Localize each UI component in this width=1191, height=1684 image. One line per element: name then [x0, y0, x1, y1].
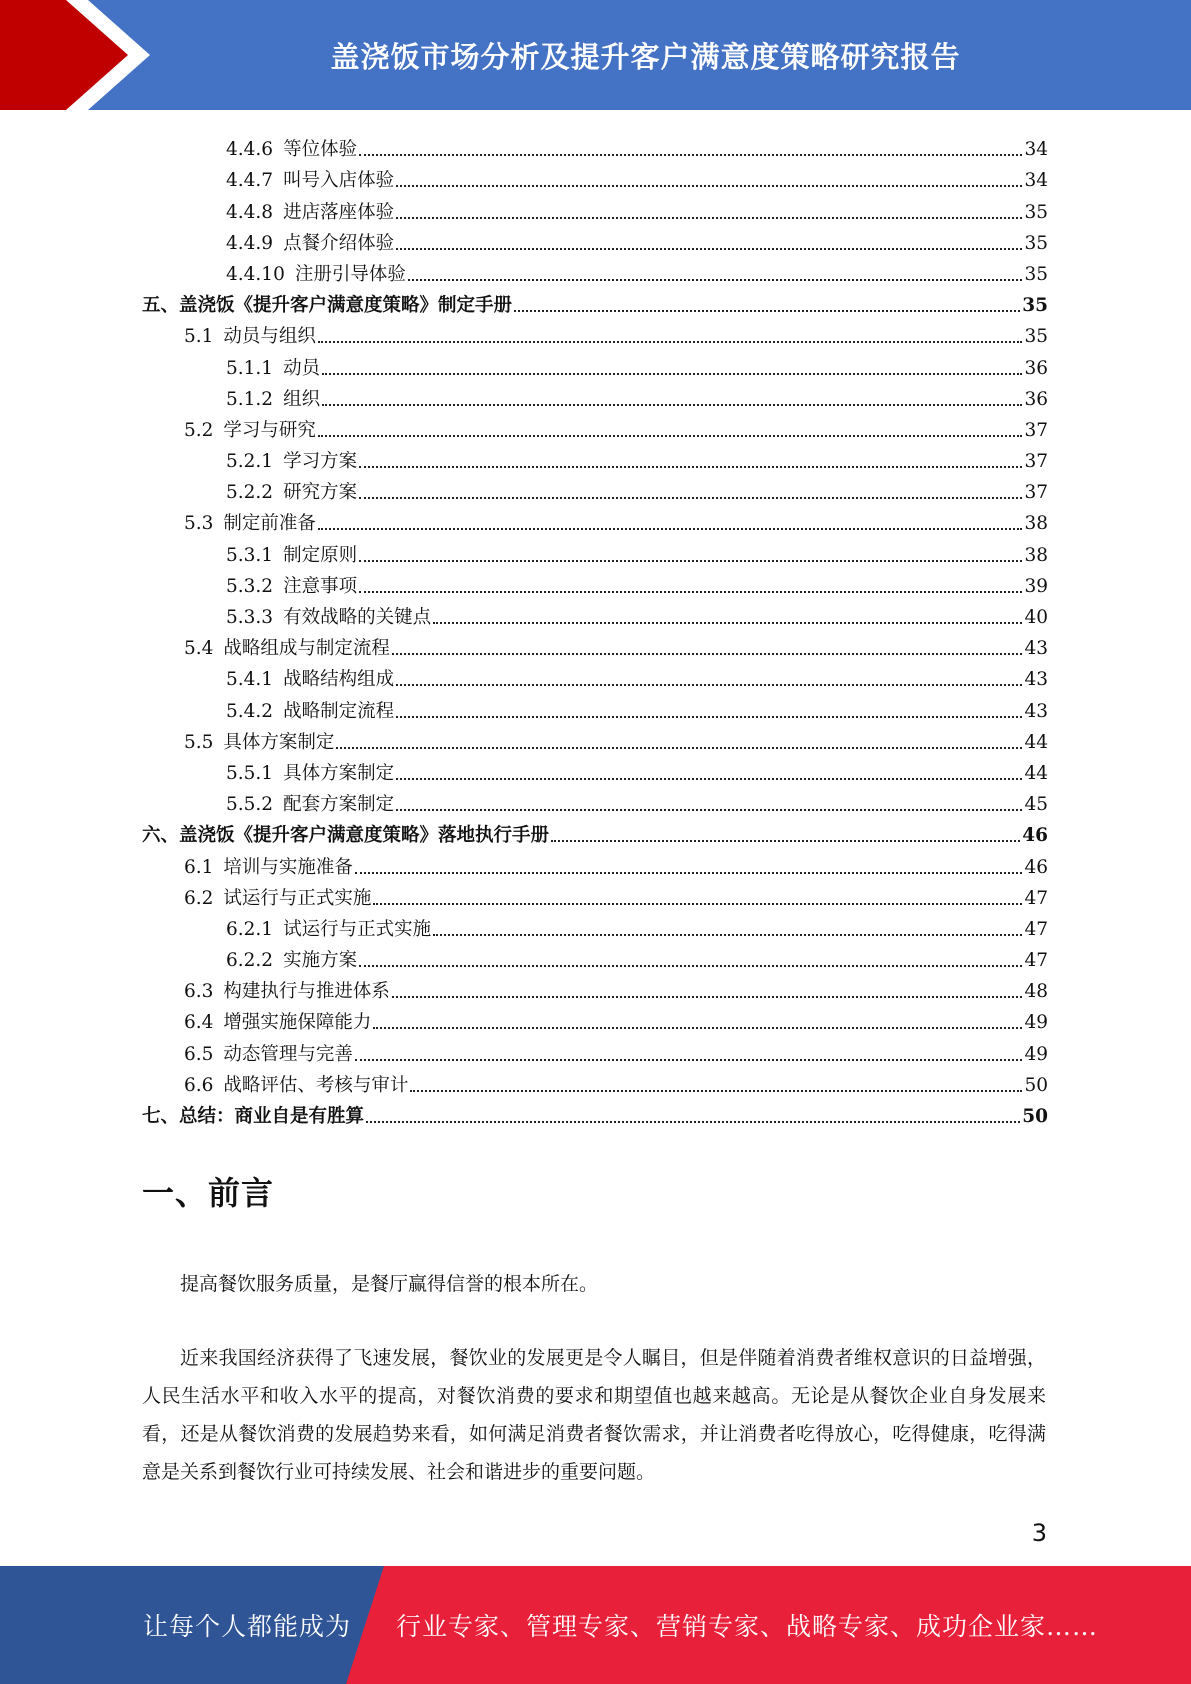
- toc-entry-label: [184, 857, 353, 879]
- toc-entry[interactable]: [142, 567, 1048, 598]
- toc-entry-label: [226, 358, 320, 380]
- toc-entry-number: 4.4.10: [226, 263, 285, 285]
- toc-entry-number: 5.5.2: [226, 794, 274, 816]
- toc-entry-title: 战略评估、考核与审计: [223, 1074, 409, 1096]
- toc-dot-leader: [359, 560, 1022, 562]
- toc-entry-title: 学习与研究: [223, 419, 316, 441]
- toc-entry-number: 5.3.3: [226, 607, 274, 628]
- toc-dot-leader: [322, 404, 1022, 406]
- toc-entry-title: 实施方案: [283, 950, 358, 972]
- report-title: 盖浇饭市场分析及提升客户满意度策略研究报告: [330, 39, 961, 74]
- toc-entry-page: 47: [1024, 950, 1048, 972]
- toc-entry[interactable]: [142, 1003, 1048, 1034]
- toc-entry-number: 六、: [142, 825, 180, 847]
- toc-entry-label: [142, 1106, 364, 1128]
- toc-entry[interactable]: [142, 224, 1048, 255]
- toc-entry[interactable]: [142, 660, 1048, 691]
- toc-dot-leader: [373, 1027, 1022, 1029]
- toc-entry[interactable]: [142, 598, 1048, 629]
- toc-entry-label: [184, 513, 316, 535]
- toc-entry-number: 5.2: [184, 419, 214, 441]
- toc-dot-leader: [366, 1121, 1020, 1123]
- toc-entry-label: [142, 295, 512, 317]
- toc-entry-title: 具体方案制定: [223, 731, 335, 753]
- toc-dot-leader: [322, 373, 1022, 375]
- toc-entry-page: 37: [1024, 482, 1048, 504]
- toc-entry-page: 37: [1024, 451, 1048, 473]
- toc-entry-label: [184, 732, 334, 754]
- toc-entry-title: 点餐介绍体验: [283, 232, 395, 254]
- toc-dot-leader: [318, 435, 1023, 437]
- toc-entry-label: [226, 919, 431, 941]
- toc-entry-number: 4.4.9: [226, 232, 274, 254]
- toc-entry-page: 35: [1024, 201, 1048, 223]
- toc-entry-number: 5.5.1: [226, 762, 274, 784]
- toc-dot-leader: [355, 872, 1023, 874]
- toc-entry-number: 4.4.6: [226, 139, 274, 161]
- toc-entry[interactable]: [142, 1097, 1048, 1128]
- toc-entry[interactable]: [142, 442, 1048, 473]
- toc-entry-number: 七、: [142, 1106, 180, 1127]
- toc-dot-leader: [392, 653, 1023, 655]
- toc-entry-title: 叫号入店体验: [283, 170, 395, 192]
- toc-dot-leader: [396, 809, 1022, 811]
- toc-entry-title: 进店落座体验: [283, 201, 395, 223]
- table-of-contents: [142, 130, 1048, 1128]
- toc-entry[interactable]: [142, 473, 1048, 504]
- toc-entry-page: 48: [1024, 981, 1048, 1003]
- toc-entry-page: 43: [1024, 638, 1048, 660]
- toc-entry-title: 组织: [283, 388, 321, 410]
- toc-entry-number: 6.2.2: [226, 950, 274, 972]
- toc-entry-label: [184, 326, 316, 348]
- toc-dot-leader: [408, 279, 1023, 281]
- toc-entry-title: 学习方案: [283, 451, 358, 473]
- toc-entry-label: [226, 607, 431, 629]
- toc-entry[interactable]: [142, 941, 1048, 972]
- toc-entry-label: [226, 669, 394, 691]
- toc-entry[interactable]: [142, 847, 1048, 878]
- toc-entry-number: 5.1.2: [226, 388, 274, 410]
- toc-entry-label: [226, 701, 394, 723]
- toc-entry-label: [226, 950, 357, 972]
- toc-entry-page: 49: [1024, 1043, 1048, 1065]
- toc-entry-page: 35: [1024, 326, 1048, 348]
- toc-entry-title: 试运行与正式实施: [223, 887, 372, 909]
- toc-entry-title: 增强实施保障能力: [223, 1012, 372, 1034]
- section-title: 一、前言: [142, 1174, 275, 1212]
- toc-entry-page: 36: [1024, 357, 1048, 379]
- toc-entry-title: 动员: [283, 357, 321, 379]
- toc-entry-page: 43: [1024, 700, 1048, 722]
- toc-entry-label: [226, 264, 406, 286]
- toc-entry-page: 44: [1024, 731, 1048, 753]
- toc-entry[interactable]: [142, 816, 1048, 847]
- toc-dot-leader: [373, 903, 1022, 905]
- toc-entry-page: 39: [1024, 575, 1048, 597]
- toc-entry-page: 50: [1024, 1074, 1048, 1096]
- toc-entry[interactable]: [142, 691, 1048, 722]
- toc-dot-leader: [392, 996, 1023, 998]
- toc-entry-title: 盖浇饭《提升客户满意度策略》制定手册: [179, 295, 513, 317]
- toc-entry-number: 6.5: [184, 1043, 214, 1065]
- toc-entry-page: 43: [1024, 669, 1048, 691]
- toc-entry-label: [226, 139, 357, 161]
- toc-entry-label: [226, 202, 394, 224]
- toc-entry-title: 盖浇饭《提升客户满意度策略》落地执行手册: [179, 825, 550, 847]
- toc-entry[interactable]: [142, 535, 1048, 566]
- toc-entry-page: 47: [1024, 887, 1048, 909]
- toc-entry-title: 注册引导体验: [294, 263, 406, 285]
- toc-entry[interactable]: [142, 411, 1048, 442]
- toc-entry-title: 战略结构组成: [283, 669, 395, 691]
- toc-entry-page: 35: [1022, 295, 1048, 317]
- toc-entry-number: 5.3: [184, 513, 214, 535]
- toc-entry-page: 35: [1024, 232, 1048, 254]
- toc-entry-page: 38: [1024, 513, 1048, 535]
- toc-entry-label: [184, 1012, 371, 1034]
- toc-entry-title: 配套方案制定: [283, 794, 395, 816]
- toc-entry-number: 4.4.8: [226, 201, 274, 223]
- toc-entry-number: 5.5: [184, 731, 214, 753]
- toc-dot-leader: [359, 591, 1022, 593]
- page-footer: [0, 1566, 1191, 1684]
- toc-entry-label: [226, 482, 357, 504]
- toc-entry-label: [142, 825, 549, 847]
- toc-entry-page: 34: [1024, 139, 1048, 161]
- toc-entry-title: 动态管理与完善: [223, 1043, 353, 1065]
- toc-entry-title: 研究方案: [283, 482, 358, 504]
- toc-dot-leader: [433, 934, 1022, 936]
- toc-dot-leader: [318, 528, 1023, 530]
- toc-entry-title: 动员与组织: [223, 326, 316, 348]
- toc-entry[interactable]: [142, 629, 1048, 660]
- toc-entry-title: 等位体验: [283, 139, 358, 161]
- toc-entry-page: 35: [1024, 263, 1048, 285]
- toc-dot-leader: [396, 185, 1022, 187]
- toc-dot-leader: [396, 684, 1022, 686]
- toc-entry-title: 注意事项: [283, 575, 358, 597]
- toc-entry-page: 49: [1024, 1012, 1048, 1034]
- toc-entry-label: [226, 389, 320, 411]
- toc-entry-title: 有效战略的关键点: [283, 607, 432, 628]
- toc-entry-title: 构建执行与推进体系: [223, 981, 390, 1003]
- toc-entry-page: 45: [1024, 794, 1048, 816]
- toc-entry-page: 38: [1024, 544, 1048, 566]
- toc-entry-number: 五、: [142, 295, 180, 317]
- toc-entry-title: 战略组成与制定流程: [223, 638, 390, 660]
- footer-slogan-left: 让每个人都能成为: [143, 1612, 352, 1641]
- toc-dot-leader: [355, 1059, 1023, 1061]
- toc-entry-label: [226, 545, 357, 567]
- toc-entry-page: 36: [1024, 388, 1048, 410]
- toc-entry[interactable]: [142, 504, 1048, 535]
- toc-entry-label: [184, 1044, 353, 1066]
- toc-entry[interactable]: [142, 785, 1048, 816]
- toc-entry-number: 5.4: [184, 638, 214, 660]
- toc-entry-page: 34: [1024, 170, 1048, 192]
- toc-dot-leader: [433, 622, 1022, 624]
- toc-dot-leader: [396, 248, 1022, 250]
- toc-entry-page: 50: [1022, 1106, 1048, 1127]
- toc-entry-label: [184, 638, 390, 660]
- toc-entry-page: 46: [1022, 825, 1048, 847]
- toc-entry-page: 37: [1024, 419, 1048, 441]
- toc-dot-leader: [359, 965, 1022, 967]
- toc-entry-title: 制定前准备: [223, 513, 316, 535]
- intro-paragraph-1: 提高餐饮服务质量，是餐厅赢得信誉的根本所在。: [180, 1273, 599, 1295]
- page-header: [0, 0, 1191, 110]
- toc-entry[interactable]: [142, 317, 1048, 348]
- toc-entry-number: 6.2.1: [226, 918, 274, 940]
- toc-entry[interactable]: [142, 161, 1048, 192]
- toc-entry[interactable]: [142, 910, 1048, 941]
- toc-entry[interactable]: [142, 255, 1048, 286]
- toc-entry-title: 战略制定流程: [283, 700, 395, 722]
- toc-entry-number: 5.4.1: [226, 669, 274, 691]
- toc-entry-label: [226, 794, 394, 816]
- toc-dot-leader: [396, 716, 1022, 718]
- toc-dot-leader: [336, 747, 1022, 749]
- toc-entry[interactable]: [142, 192, 1048, 223]
- toc-entry[interactable]: [142, 130, 1048, 161]
- toc-entry[interactable]: [142, 879, 1048, 910]
- toc-dot-leader: [514, 310, 1020, 312]
- toc-entry-number: 6.6: [184, 1074, 214, 1096]
- toc-entry-number: 5.1: [184, 326, 214, 348]
- toc-entry-number: 5.3.2: [226, 575, 274, 597]
- toc-entry-title: 总结：商业自是有胜算: [179, 1106, 365, 1127]
- toc-dot-leader: [551, 840, 1020, 842]
- toc-entry-title: 试运行与正式实施: [283, 918, 432, 940]
- footer-slogan-right: 行业专家、管理专家、营销专家、战略专家、成功企业家……: [396, 1612, 1099, 1641]
- toc-entry-number: 6.4: [184, 1012, 214, 1034]
- toc-dot-leader: [396, 217, 1022, 219]
- toc-entry-number: 5.2.2: [226, 482, 274, 504]
- toc-entry[interactable]: [142, 286, 1048, 317]
- toc-entry-label: [226, 576, 357, 598]
- toc-entry-number: 4.4.7: [226, 170, 274, 192]
- toc-entry-title: 制定原则: [283, 544, 358, 566]
- toc-entry-number: 5.1.1: [226, 357, 274, 379]
- toc-entry[interactable]: [142, 348, 1048, 379]
- toc-entry-page: 47: [1024, 918, 1048, 940]
- page-number: 3: [1031, 1519, 1047, 1547]
- toc-entry[interactable]: [142, 380, 1048, 411]
- toc-entry-label: [184, 1075, 408, 1097]
- toc-entry[interactable]: [142, 1034, 1048, 1065]
- toc-entry-label: [226, 170, 394, 192]
- toc-entry-number: 5.4.2: [226, 700, 274, 722]
- toc-dot-leader: [359, 497, 1022, 499]
- toc-entry-label: [226, 451, 357, 473]
- toc-entry-page: 40: [1024, 607, 1048, 628]
- toc-dot-leader: [396, 778, 1022, 780]
- toc-entry-label: [226, 233, 394, 255]
- toc-dot-leader: [359, 466, 1022, 468]
- toc-dot-leader: [359, 154, 1022, 156]
- intro-paragraph-2: 近来我国经济获得了飞速发展，餐饮业的发展更是令人瞩目，但是伴随着消费者维权意识的日益增强，人民生活水平和收入水平的提高，对餐饮消费的要求和期望值也越来越高。无论是从餐饮企业自身发展来看，还是从餐饮消费的发展趋势来看，如何满足消费者餐饮需求，并让消费者吃得放心，吃得健康，吃得满意是关系到餐饮行业可持续发展、社会和谐进步的重要问题。: [142, 1347, 1046, 1483]
- toc-entry[interactable]: [142, 723, 1048, 754]
- toc-entry[interactable]: [142, 972, 1048, 1003]
- toc-entry-number: 6.3: [184, 981, 214, 1003]
- toc-dot-leader: [410, 1090, 1022, 1092]
- toc-entry[interactable]: [142, 754, 1048, 785]
- toc-entry-title: 培训与实施准备: [223, 856, 353, 878]
- toc-entry-number: 6.1: [184, 856, 214, 878]
- toc-entry-label: [226, 763, 394, 785]
- toc-entry-number: 5.2.1: [226, 451, 274, 473]
- toc-entry-page: 46: [1024, 856, 1048, 878]
- toc-entry-number: 5.3.1: [226, 544, 274, 566]
- toc-entry-title: 具体方案制定: [283, 762, 395, 784]
- toc-dot-leader: [318, 341, 1023, 343]
- toc-entry-label: [184, 981, 390, 1003]
- toc-entry-label: [184, 420, 316, 442]
- toc-entry-page: 44: [1024, 762, 1048, 784]
- toc-entry[interactable]: [142, 1066, 1048, 1097]
- toc-entry-number: 6.2: [184, 887, 214, 909]
- toc-entry-label: [184, 888, 371, 910]
